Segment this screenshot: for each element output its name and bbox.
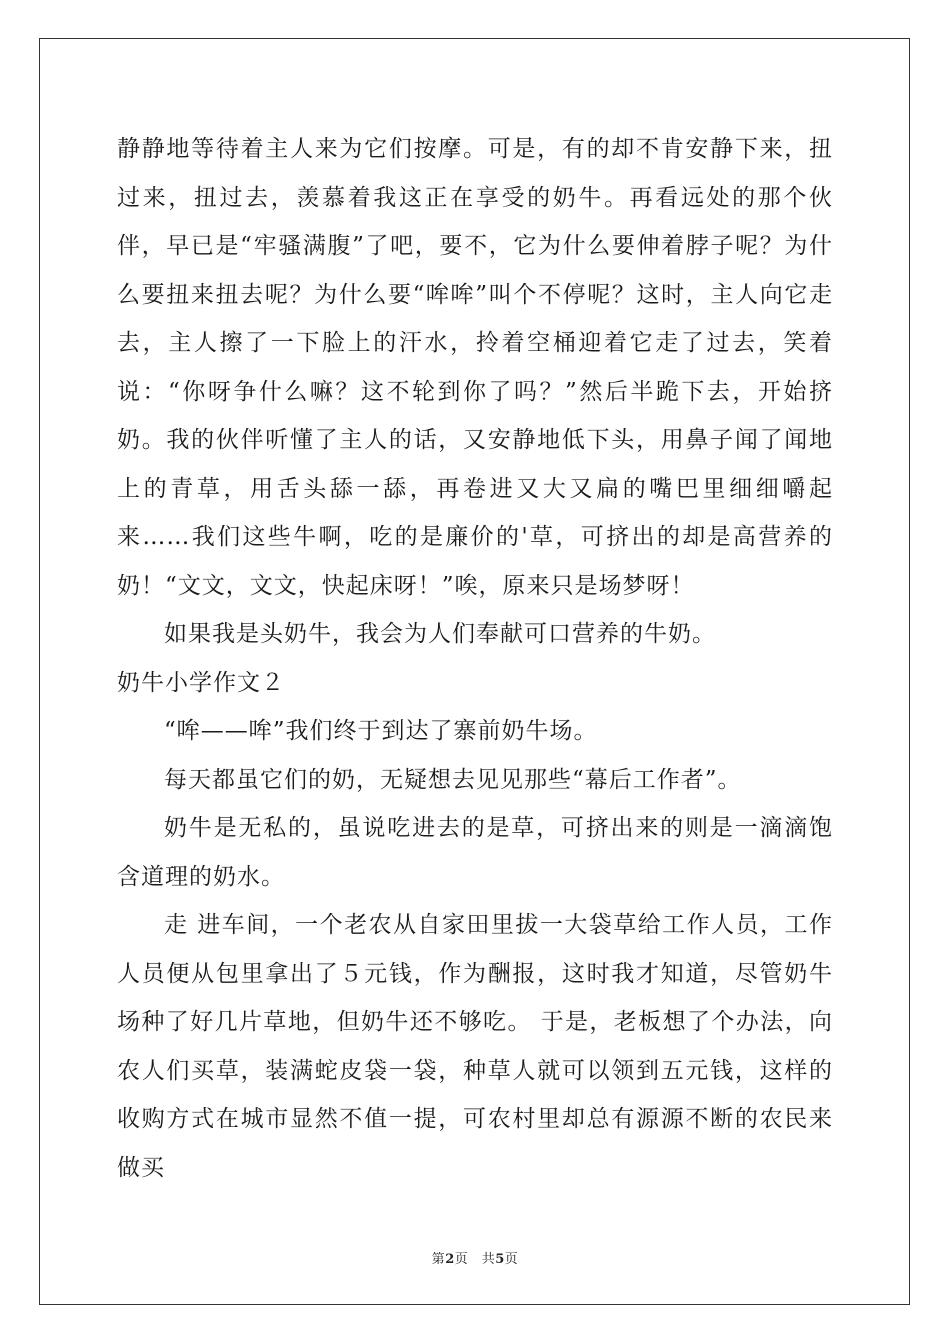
document-body bbox=[117, 125, 833, 1192]
paragraph: 每天都虽它们的奶，无疑想去见见那些“幕后工作者”。 bbox=[164, 766, 742, 793]
paragraph: 走 进车间，一个老农从自家田里拔一大袋草给工作人员，工作人员便从包里拿出了５元钱，作为酬报，这时我才知道，尽管奶牛场种了好几片草地，但奶牛还不够吃。 于是，老板想了个办法，向农人们买草，装满蛇皮袋一袋，种草人就可以领到五元钱，这样的收购方式在城市显然不值一提，可农村里却总有源源不断的农民来做买 bbox=[117, 912, 833, 1181]
page-footer bbox=[0, 1248, 950, 1267]
footer-page-mid: 页 共 bbox=[454, 1252, 496, 1267]
footer-page-total: 5 bbox=[495, 1252, 505, 1267]
paragraph: 如果我是头奶牛，我会为人们奉献可口营养的牛奶。 bbox=[164, 621, 716, 647]
footer-page-prefix: 第 bbox=[431, 1252, 446, 1267]
footer-page-suffix: 页 bbox=[504, 1252, 519, 1267]
section-heading: 奶牛小学作文２ bbox=[117, 669, 285, 696]
paragraph: 奶牛是无私的，虽说吃进去的是草，可挤出来的则是一滴滴饱含道理的奶水。 bbox=[117, 815, 833, 890]
paragraph-continuation: 静静地等待着主人来为它们按摩。可是，有的却不肯安静下来，扭过来，扭过去，羡慕着我这正在享受的奶牛。再看远处的那个伙伴，早已是“牢骚满腹”了吧，要不，它为什么要伸着脖子呢？为什么要扭来扭去呢？为什么要“哞哞”叫个不停呢？这时，主人向它走去，主人擦了一下脸上的汗水，拎着空桶迎着它走了过去，笑着说：“你呀争什么嘛？这不轮到你了吗？”然后半跪下去，开始挤奶。我的伙伴听懂了主人的话，又安静地低下头，用鼻子闻了闻地上的青草，用舌头舔一舔，再卷进又大又扁的嘴巴里细细嚼起来……我们这些牛啊，吃的是廉价的'草，可挤出的却是高营养的奶！“文文，文文，快起床呀！”唉，原来只是场梦呀！ bbox=[117, 136, 833, 599]
paragraph: “哞——哞”我们终于到达了寨前奶牛场。 bbox=[164, 718, 598, 744]
footer-page-current: 2 bbox=[445, 1252, 455, 1267]
